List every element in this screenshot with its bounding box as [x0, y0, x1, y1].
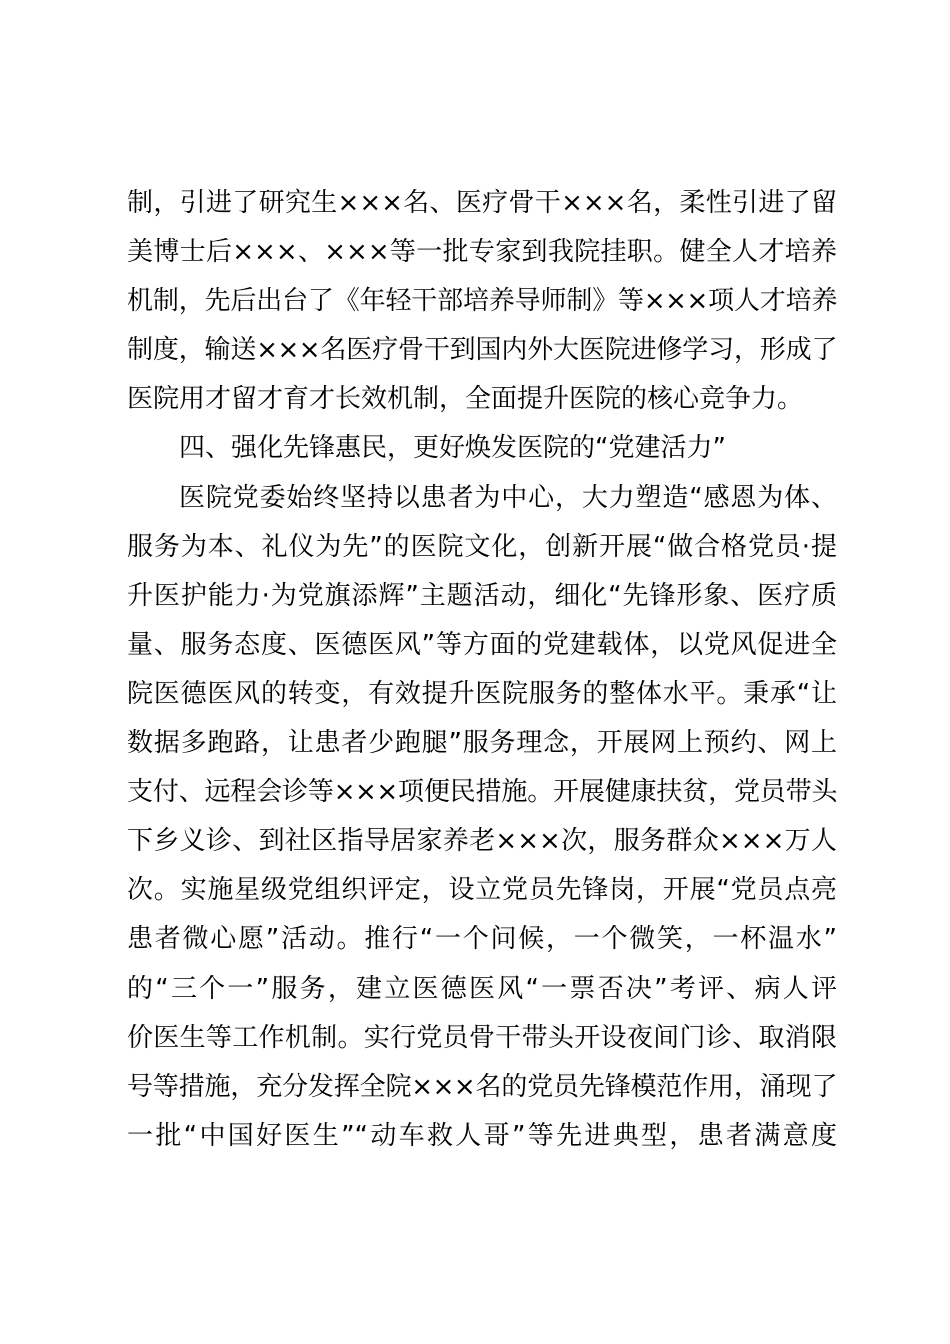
body-text: [127, 179, 837, 1161]
paragraph-end-line: 医院用才留才育才长效机制，全面提升医院的核心竞争力。: [127, 384, 804, 415]
text-line: 机制，先后出台了《年轻干部培养导师制》等×××项人才培养: [127, 286, 837, 317]
text-line: 制，引进了研究生×××名、医疗骨干×××名，柔性引进了留: [127, 188, 837, 218]
text-line: 的“三个一”服务，建立医德医风“一票否决”考评、病人评: [127, 973, 837, 1004]
text-line: 下乡义诊、到社区指导居家养老×××次，服务群众×××万人: [127, 826, 837, 857]
text-line: 美博士后×××、×××等一批专家到我院挂职。健全人才培养: [127, 237, 837, 268]
section-heading: 四、强化先锋惠民，更好焕发医院的“党建活力”: [179, 433, 726, 464]
text-line: 一批“中国好医生”“动车救人哥”等先进典型，患者满意度: [127, 1120, 837, 1151]
text-line: 患者微心愿”活动。推行“一个问候，一个微笑，一杯温水”: [127, 924, 837, 955]
text-line: 价医生等工作机制。实行党员骨干带头开设夜间门诊、取消限: [127, 1022, 837, 1053]
text-line: 支付、远程会诊等×××项便民措施。开展健康扶贫，党员带头: [127, 777, 837, 808]
text-line: 次。实施星级党组织评定，设立党员先锋岗，开展“党员点亮: [127, 875, 837, 906]
text-line: 院医德医风的转变，有效提升医院服务的整体水平。秉承“让: [127, 678, 837, 709]
text-line: 升医护能力·为党旗添辉”主题活动，细化“先锋形象、医疗质: [127, 580, 837, 611]
text-line: 服务为本、礼仪为先”的医院文化，创新开展“做合格党员·提: [127, 531, 837, 562]
text-line: 号等措施，充分发挥全院×××名的党员先锋模范作用，涌现了: [127, 1071, 837, 1102]
text-line: 制度，输送×××名医疗骨干到国内外大医院进修学习，形成了: [127, 335, 837, 366]
paragraph-first-line: 医院党委始终坚持以患者为中心，大力塑造“感恩为体、: [179, 482, 837, 513]
text-line: 数据多跑路，让患者少跑腿”服务理念，开展网上预约、网上: [127, 728, 837, 759]
text-line: 量、服务态度、医德医风”等方面的党建载体，以党风促进全: [127, 629, 837, 660]
